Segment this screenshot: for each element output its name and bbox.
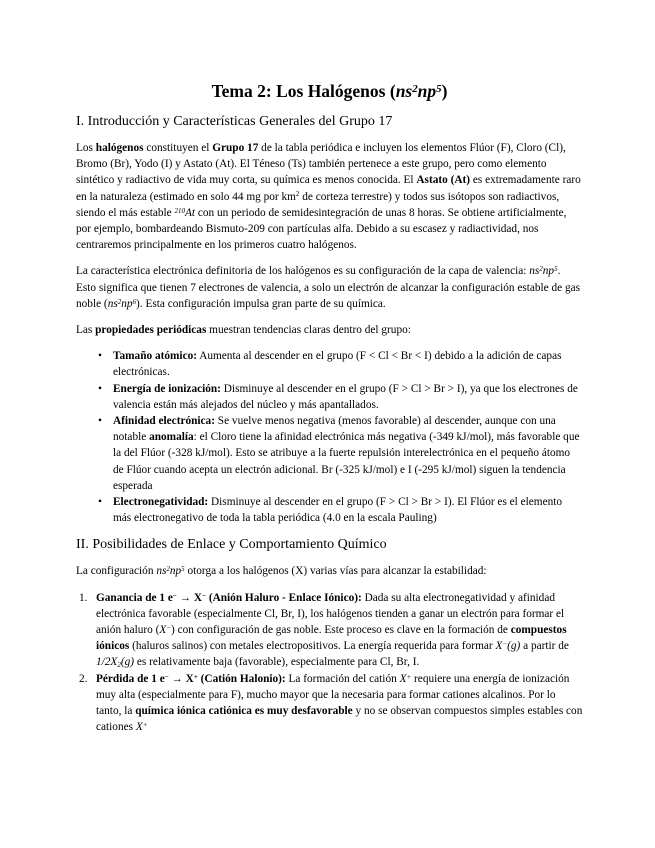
text-run: Tamaño atómico: [113,350,197,363]
paragraph-valence-configuration [76,263,583,312]
section-heading-bonding [76,536,583,554]
text-run: La configuración [76,565,157,578]
text-run: − [172,591,177,600]
text-run: compuestos iónicos [96,624,567,653]
text-run: 2 [412,83,418,96]
text-run: muestran tendencias claras dentro del grupo: [206,324,411,337]
text-run: 1/2X [96,656,118,669]
list-item-anion-gain [76,590,583,671]
text-run: ns [529,265,540,278]
text-run: 2 [117,297,122,306]
text-run: ns [395,81,413,101]
text-run: constituyen el [143,142,213,154]
list-item-electronegativity [76,494,583,526]
text-run: Aumenta al descender en el grupo (F < Cl < Br < I) debido a la adición de capas electrónicas. [113,350,562,379]
text-run: Ganancia de 1 e [96,591,173,604]
text-run: + [406,672,412,681]
periodic-properties-list [76,348,583,526]
text-run: Los [76,142,96,154]
text-run: de la tabla periódica e incluyen los elementos Flúor (F), Cloro (Cl), Bromo (Br), Yodo (I) y Astato (At). El Téneso (Ts) también pertenece a este grupo, pero como elemento sintético y radiactivo de vida muy corta, su química es menos conocida. El [76,142,566,187]
text-run: (haluros salinos) con metales electropositivos. La energía requerida para formar [129,640,496,653]
text-run: 2 [166,565,170,574]
text-run: − [166,623,172,632]
text-run: requiere una energía de ionización muy alta (especialmente para F), mucho mayor que la necesaria para formar cationes alcalinos. Por lo tanto, la [96,672,570,718]
text-run: propiedades periódicas [95,324,207,337]
text-run: ) con configuración de gas noble. Este proceso es clave en la formación de [171,624,511,637]
text-run: (Catión Halonio): [197,672,286,685]
document-title [76,80,583,102]
list-item-cation-loss [76,671,583,736]
text-run: 210 [174,206,186,215]
text-run: X [159,624,167,637]
text-run: Disminuye al descender en el grupo (F > Cl > Br > I), ya que los electrones de valencia están más alejados del núcleo y más apantallados. [113,382,578,411]
text-run: II. Posibilidades de Enlace y Comportamiento Químico [76,537,387,553]
text-run: Electronegatividad: [113,496,209,509]
text-run: − [164,672,169,681]
bonding-pathways-list [76,590,583,736]
text-run: np [121,297,133,310]
text-run: La formación del catión [285,672,400,685]
text-run: otorga a los halógenos (X) varias vías para alcanzar la estabilidad: [184,565,487,578]
text-run: 2 [295,190,300,199]
text-run: 5 [436,83,442,96]
text-run: Energía de ionización: [113,382,221,395]
text-run: (g) [120,656,135,669]
paragraph-halogens-intro [76,140,583,253]
text-run: ) [441,81,448,101]
text-run: Dada su alta electronegatividad y afinidad electrónica favorable (especialmente Cl, Br, I), los halógenos tienden a ganar un electrón para formar el anión haluro ( [96,591,565,637]
text-run: ns [107,297,118,310]
text-run: + [142,721,148,730]
text-run: : el Cloro tiene la afinidad electrónica más negativa (-349 kJ/mol), más favorable que la del Flúor (-328 kJ/mol). Esto se atribuye a la fuerte repulsión interelectrónica en el pequeño átomo de Flúor cuando acepta un electrón adicional. Br (-325 kJ/mol) e I (-295 kJ/mol) siguen la tendencia esperada [113,431,580,492]
text-run: Pérdida de 1 e [96,672,165,685]
list-item-atomic-size [76,348,583,380]
text-run: y no se observan compuestos simples estables con cationes [96,705,583,734]
text-run: a partir de [520,640,569,653]
text-run: Disminuye al descender en el grupo (F > Cl > Br > I). El Flúor es el elemento más electronegativo de toda la tabla periódica (4.0 en la escala Pauling) [113,496,563,525]
text-run: halógenos [95,142,144,154]
paragraph-periodic-properties-lead [76,322,583,338]
text-run: Las [76,324,96,337]
text-run: 6 [132,297,137,306]
text-run: . Esto significa que tienen 7 electrones de valencia, a solo un electrón de alcanzar la configuración estable de gas noble ( [76,265,581,310]
text-run: ns [156,565,167,578]
text-run: química iónica catiónica es muy desfavorable [135,705,353,718]
paragraph-bonding-intro [76,563,583,579]
text-run: (g) [507,640,521,653]
text-run: ). Esta configuración impulsa gran parte de su química. [136,297,386,310]
text-run: 5 [554,265,558,274]
text-run: − [502,640,508,649]
text-run: es relativamente baja (favorable), especialmente para Cl, Br, I. [134,656,420,669]
text-run: Se vuelve menos negativa (menos favorable) al descender, aunque con una notable [113,415,556,444]
text-run: 2 [117,661,121,670]
text-run: np [542,265,555,278]
text-run: (Anión Haluro - Enlace Iónico): [206,591,362,604]
list-item-electron-affinity [76,413,583,494]
text-run: de corteza terrestre) y todos sus isótopos son radiactivos, siendo el más estable [76,190,560,219]
text-run: Tema 2: Los Halógenos ( [211,81,396,101]
text-run: Afinidad electrónica: [113,415,215,428]
text-run: 5 [181,565,185,574]
text-run: 2 [539,265,543,274]
text-run: np [169,565,182,578]
text-run: X [495,640,503,653]
text-run: anomalía [149,431,194,444]
text-run: → X [168,672,194,685]
text-run: − [202,591,206,600]
text-run: X [399,672,407,685]
text-run: Grupo 17 [212,142,259,154]
text-run: es extremadamente raro en la naturaleza (estimado en solo 44 mg por km [76,174,581,203]
text-run: La característica electrónica definitoria de los halógenos es su configuración de la capa de valencia: [76,265,530,278]
list-item-ionization-energy [76,381,583,413]
text-run: X [135,721,143,734]
text-run: + [193,672,198,681]
section-heading-introduction [76,113,583,131]
text-run: At [185,206,196,219]
text-run: → X [176,591,202,604]
text-run: np [417,81,437,101]
text-run: con un periodo de semidesintegración de unas 8 horas. Se obtiene artificialmente, por ejemplo, bombardeando Bismuto-209 con partículas alfa. Debido a su escasez y radiactividad, nos centraremos principalmente en los primeros cuatro halógenos. [76,206,567,252]
text-run: I. Introducción y Características Generales del Grupo 17 [76,114,393,129]
text-run: Astato (At) [416,174,471,187]
